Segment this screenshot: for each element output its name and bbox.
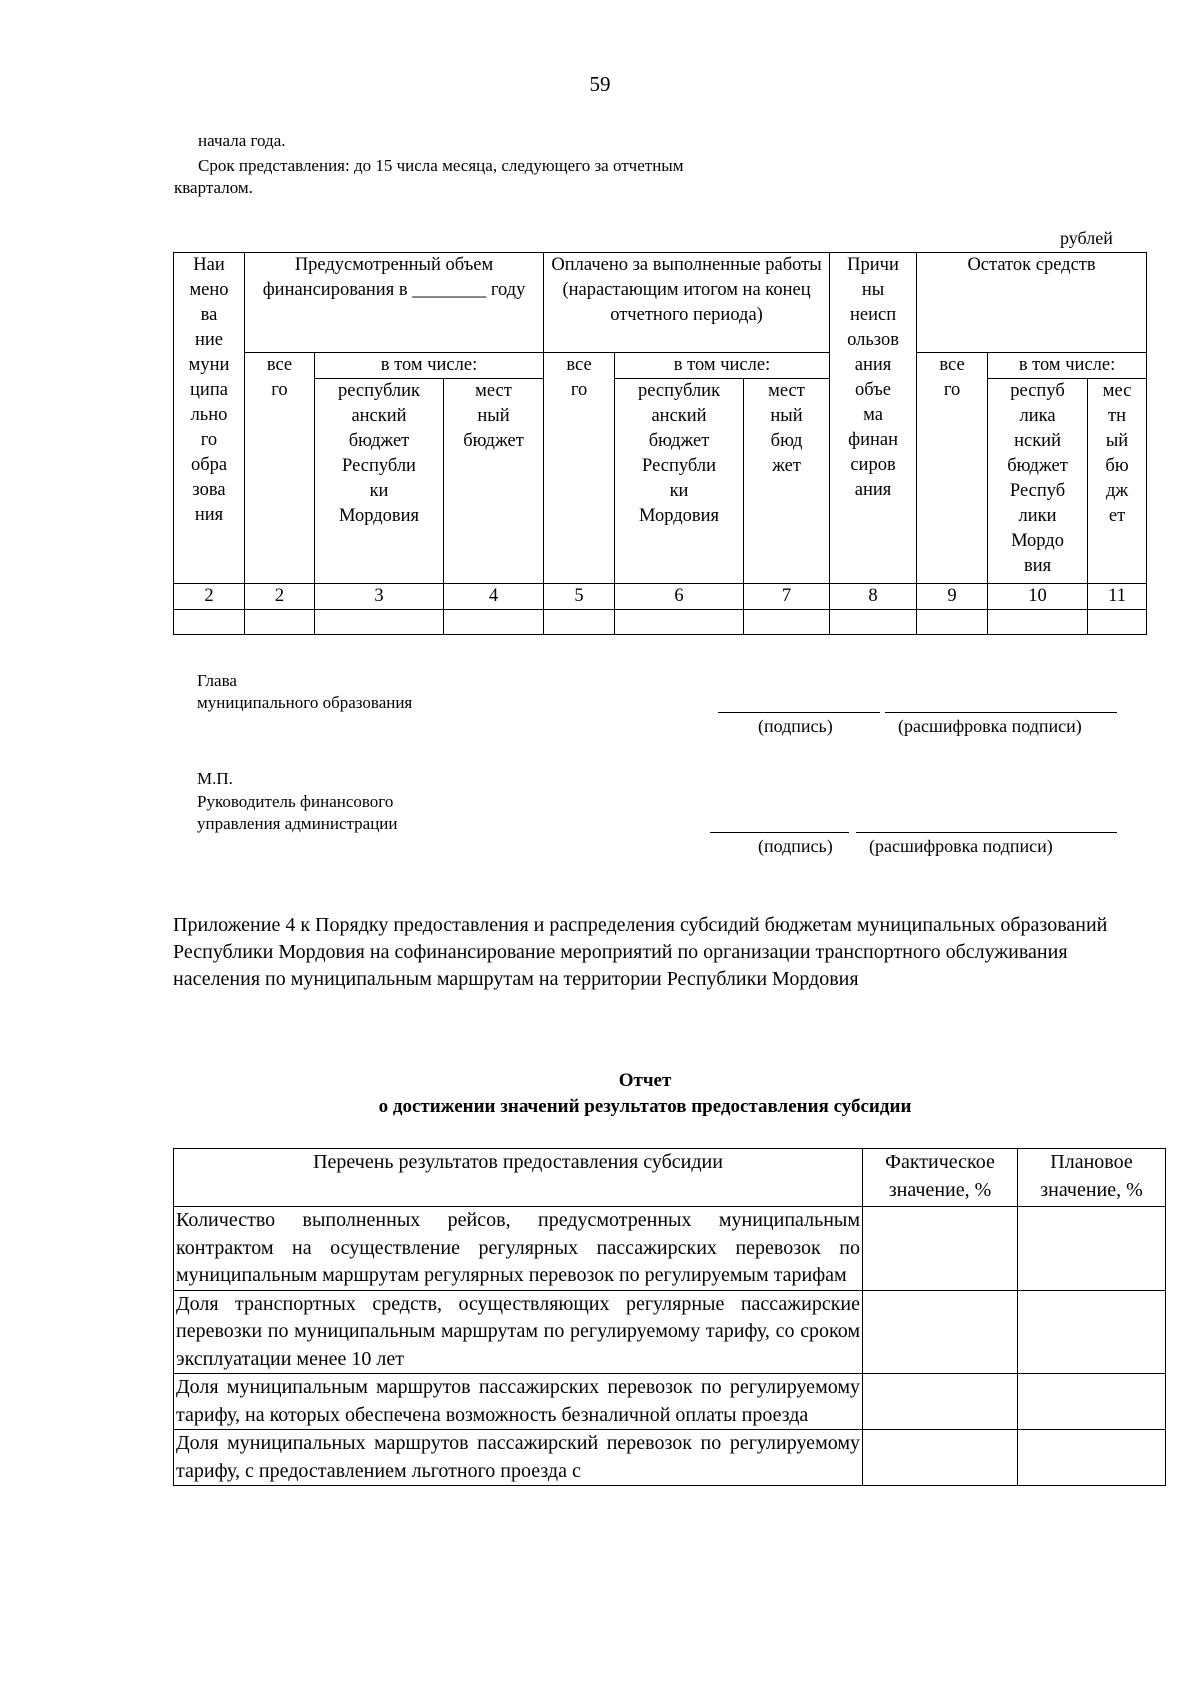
appendix-text: Приложение 4 к Порядку предоставления и распределения субсидий бюджетам муниципальных образований Республики Мордовия на софинансирование мероприятий по организации транспортного обслуживания населения по муниципальным маршрутам на территории Республики Мордовия [173, 914, 1108, 990]
signature-caption: (подпись) [758, 836, 833, 856]
cell-total-2: все го [544, 353, 615, 584]
empty-cell[interactable] [315, 610, 444, 635]
stamp-label: М.П. [197, 769, 233, 788]
intro-line-3: кварталом. [174, 178, 253, 197]
actual-value-cell[interactable] [863, 1374, 1018, 1430]
financing-table [173, 252, 1147, 635]
cell-total-1: все го [245, 353, 315, 584]
column-number: 10 [988, 584, 1088, 610]
cell-local-budget-3: мес тн ый бю дж ет [1088, 379, 1147, 584]
empty-data-row [174, 610, 1147, 635]
result-description: Доля муниципальных маршрутов пассажирский перевозок по регулируемому тарифу, с предоставлением льготного проезда с [174, 1430, 863, 1486]
head-title-1: Глава [197, 671, 237, 690]
unit-label: рублей [1060, 228, 1113, 248]
table-row [174, 1207, 1166, 1291]
column-number: 5 [544, 584, 615, 610]
empty-cell[interactable] [744, 610, 830, 635]
column-number: 4 [444, 584, 544, 610]
cell-republic-budget-3: респуб лика нский бюджет Респуб лики Мордо вия [988, 379, 1088, 584]
signature-line[interactable] [710, 832, 849, 833]
column-number: 8 [830, 584, 917, 610]
column-number: 3 [315, 584, 444, 610]
decoding-caption: (расшифровка подписи) [898, 716, 1082, 736]
finance-head-2: управления администрации [197, 814, 398, 833]
actual-value-cell[interactable] [863, 1290, 1018, 1374]
empty-cell[interactable] [444, 610, 544, 635]
cell-total-3: все го [917, 353, 988, 584]
empty-cell[interactable] [174, 610, 245, 635]
table-row [174, 1290, 1166, 1374]
report-title: Отчет [618, 1070, 672, 1091]
table-row [174, 1374, 1166, 1430]
empty-cell[interactable] [544, 610, 615, 635]
actual-value-cell[interactable] [863, 1430, 1018, 1486]
intro-line-1: начала года. [198, 131, 286, 150]
empty-cell[interactable] [917, 610, 988, 635]
column-number: 6 [615, 584, 744, 610]
column-number: 7 [744, 584, 830, 610]
result-description: Доля транспортных средств, осуществляющих регулярные пассажирские перевозки по муниципальным маршрутам по регулируемому тарифу, со сроком эксплуатации менее 10 лет [174, 1290, 863, 1374]
empty-cell[interactable] [988, 610, 1088, 635]
empty-cell[interactable] [1088, 610, 1147, 635]
cell-including-1: в том числе: [315, 353, 544, 379]
cell-republic-budget-2: республик анский бюджет Республи ки Мордовия [615, 379, 744, 584]
header-results-list: Перечень результатов предоставления субсидии [174, 1149, 863, 1207]
cell-local-budget-1: мест ный бюджет [444, 379, 544, 584]
results-table [173, 1148, 1166, 1486]
cell-including-2: в том числе: [615, 353, 830, 379]
result-description: Доля муниципальным маршрутов пассажирских перевозок по регулируемому тарифу, на которых обеспечена возможность безналичной оплаты проезда [174, 1374, 863, 1430]
table-row [174, 1430, 1166, 1486]
result-description: Количество выполненных рейсов, предусмотренных муниципальным контрактом на осуществление регулярных пассажирских перевозок по муниципальным маршрутам регулярных перевозок по регулируемым тарифам [174, 1207, 863, 1291]
decoding-line[interactable] [885, 712, 1117, 713]
header-actual-value: Фактическое значение, % [863, 1149, 1018, 1207]
column-number: 9 [917, 584, 988, 610]
col-planned-financing: Предусмотренный объем финансирования в ________ году [245, 253, 544, 353]
empty-cell[interactable] [830, 610, 917, 635]
decoding-caption: (расшифровка подписи) [869, 836, 1053, 856]
report-subtitle: о достижении значений результатов предоставления субсидии [378, 1096, 912, 1117]
finance-head-1: Руководитель финансового [197, 792, 394, 811]
planned-value-cell[interactable] [1018, 1430, 1166, 1486]
page-number: 59 [589, 72, 611, 96]
cell-including-3: в том числе: [988, 353, 1147, 379]
column-number-row [174, 584, 1147, 610]
column-number: 2 [174, 584, 245, 610]
column-number: 2 [245, 584, 315, 610]
header-planned-value: Плановое значение, % [1018, 1149, 1166, 1207]
actual-value-cell[interactable] [863, 1207, 1018, 1291]
col-municipality-name: Наи мено ва ние муни ципа льно го обра зова ния [174, 253, 245, 584]
empty-cell[interactable] [615, 610, 744, 635]
head-title-2: муниципального образования [197, 693, 413, 712]
col-remaining-funds: Остаток средств [917, 253, 1147, 353]
cell-local-budget-2: мест ный бюд жет [744, 379, 830, 584]
col-unused-reasons: Причи ны неисп ользов ания объе ма финан сиров ания [830, 253, 917, 584]
signature-line[interactable] [718, 712, 880, 713]
column-number: 11 [1088, 584, 1147, 610]
planned-value-cell[interactable] [1018, 1207, 1166, 1291]
empty-cell[interactable] [245, 610, 315, 635]
planned-value-cell[interactable] [1018, 1290, 1166, 1374]
signature-caption: (подпись) [758, 716, 833, 736]
decoding-line[interactable] [856, 832, 1117, 833]
col-paid-work: Оплачено за выполненные работы (нарастающим итогом на конец отчетного периода) [544, 253, 830, 353]
intro-line-2: Срок представления: до 15 числа месяца, следующего за отчетным [198, 156, 684, 175]
planned-value-cell[interactable] [1018, 1374, 1166, 1430]
cell-republic-budget-1: республик анский бюджет Республи ки Мордовия [315, 379, 444, 584]
